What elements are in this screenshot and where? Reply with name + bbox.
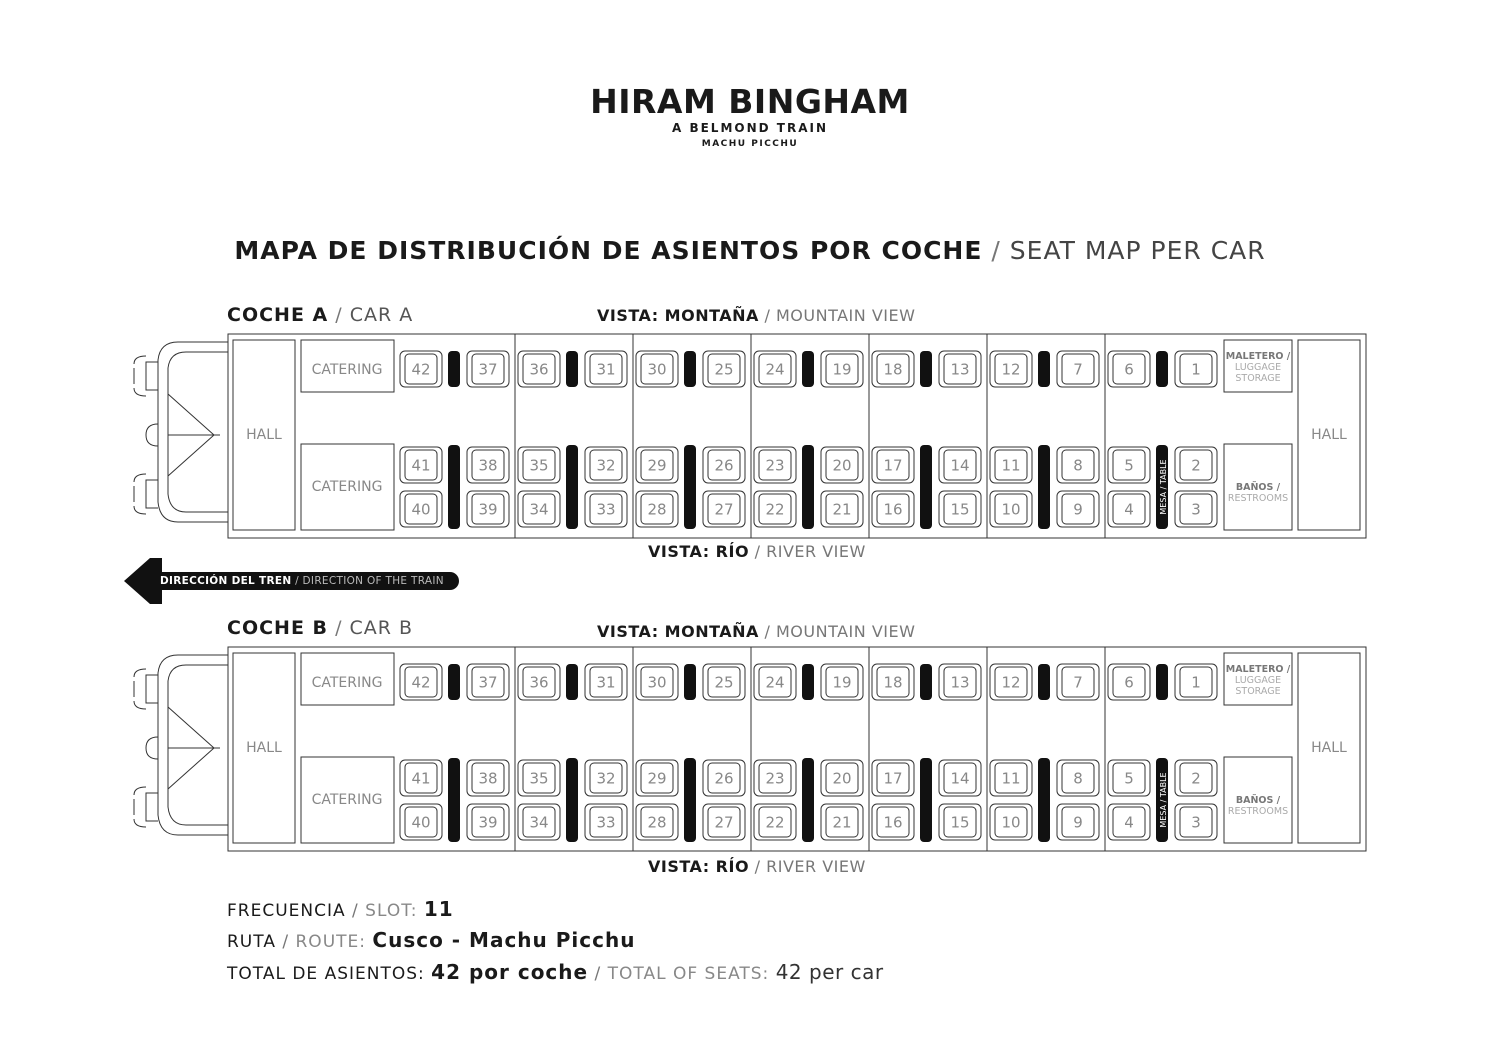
seat-number: 11 <box>1001 456 1021 475</box>
table-small <box>802 664 814 700</box>
luggage-label-en: LUGGAGE <box>1234 362 1282 373</box>
river-view-es: VISTA: RÍO <box>648 857 750 876</box>
seat-number: 23 <box>765 769 785 788</box>
seat-number: 29 <box>647 769 667 788</box>
seat-number: 29 <box>647 456 667 475</box>
seat-number: 18 <box>883 673 903 692</box>
table-small <box>684 664 696 700</box>
seat-number: 25 <box>714 673 734 692</box>
luggage-label-es: MALETERO / <box>1225 664 1291 675</box>
seat-number: 21 <box>832 500 852 519</box>
seat-16[interactable] <box>872 804 914 840</box>
seat-number: 11 <box>1001 769 1021 788</box>
mountain-view-es: VISTA: MONTAÑA <box>597 622 759 641</box>
seat-14[interactable] <box>939 760 981 796</box>
car-a-label-en: CAR A <box>349 304 414 326</box>
seat-7[interactable] <box>1057 664 1099 700</box>
brand-location: MACHU PICCHU <box>701 139 799 149</box>
seat-number: 31 <box>596 360 616 379</box>
seat-number: 22 <box>765 813 785 832</box>
table-large <box>684 758 696 842</box>
river-view-es: VISTA: RÍO <box>648 542 750 561</box>
seat-number: 9 <box>1073 500 1083 519</box>
seat-4[interactable] <box>1108 804 1150 840</box>
seat-number: 16 <box>883 813 903 832</box>
seat-35[interactable] <box>518 760 560 796</box>
seat-17[interactable] <box>872 760 914 796</box>
seat-number: 36 <box>529 673 549 692</box>
page-title-es: MAPA DE DISTRIBUCIÓN DE ASIENTOS POR COCHE <box>234 236 983 265</box>
seat-number: 1 <box>1191 360 1201 379</box>
seat-number: 40 <box>411 500 431 519</box>
seat-5[interactable] <box>1108 760 1150 796</box>
seat-number: 21 <box>832 813 852 832</box>
seat-number: 32 <box>596 769 616 788</box>
seat-number: 39 <box>478 813 498 832</box>
seat-number: 38 <box>478 769 498 788</box>
seat-number: 13 <box>950 673 970 692</box>
table-large <box>920 758 932 842</box>
seat-number: 1 <box>1191 673 1201 692</box>
seat-number: 37 <box>478 673 498 692</box>
slot-label-es: FRECUENCIA <box>227 901 346 921</box>
river-view-en: RIVER VIEW <box>766 542 866 561</box>
seat-number: 3 <box>1191 500 1201 519</box>
table-large <box>448 758 460 842</box>
mountain-view-en: MOUNTAIN VIEW <box>776 306 916 325</box>
seat-number: 26 <box>714 769 734 788</box>
seat-number: 18 <box>883 360 903 379</box>
coupler-brace <box>168 707 214 748</box>
total-value-en: 42 per car <box>775 960 884 984</box>
seat-29[interactable] <box>636 760 678 796</box>
buffer <box>146 675 158 703</box>
luggage-label-en: LUGGAGE <box>1234 675 1282 686</box>
seat-number: 20 <box>832 456 852 475</box>
table-large <box>802 758 814 842</box>
seat-9[interactable] <box>1057 804 1099 840</box>
seat-38[interactable] <box>467 760 509 796</box>
coupler-hook <box>146 737 158 759</box>
restrooms-label-en: RESTROOMS <box>1227 493 1289 504</box>
seat-20[interactable] <box>821 760 863 796</box>
seat-30[interactable] <box>636 664 678 700</box>
seat-number: 28 <box>647 500 667 519</box>
seat-1[interactable] <box>1175 664 1217 700</box>
seat-number: 5 <box>1124 769 1134 788</box>
mountain-view-en: MOUNTAIN VIEW <box>776 622 916 641</box>
seat-number: 40 <box>411 813 431 832</box>
seat-number: 2 <box>1191 456 1201 475</box>
seat-24[interactable] <box>754 664 796 700</box>
seat-number: 5 <box>1124 456 1134 475</box>
seat-number: 7 <box>1073 360 1083 379</box>
seat-number: 14 <box>950 456 970 475</box>
table-label: MESA / TABLE <box>1159 772 1168 828</box>
seat-number: 35 <box>529 769 549 788</box>
seat-8[interactable] <box>1057 760 1099 796</box>
total-info <box>227 960 884 984</box>
buffer-plate <box>134 669 146 709</box>
seat-11[interactable] <box>990 760 1032 796</box>
seat-number: 27 <box>714 500 734 519</box>
seat-number: 17 <box>883 769 903 788</box>
seat-13[interactable] <box>939 664 981 700</box>
route-label-es: RUTA <box>227 932 276 952</box>
seat-number: 24 <box>765 673 785 692</box>
river-view-en: RIVER VIEW <box>766 857 866 876</box>
seat-12[interactable] <box>990 664 1032 700</box>
table-small <box>920 664 932 700</box>
hall-label: HALL <box>1311 427 1347 443</box>
seat-number: 15 <box>950 813 970 832</box>
seat-number: 22 <box>765 500 785 519</box>
seat-34[interactable] <box>518 804 560 840</box>
seat-number: 20 <box>832 769 852 788</box>
separator: / <box>282 932 290 952</box>
seat-39[interactable] <box>467 804 509 840</box>
seat-number: 12 <box>1001 673 1021 692</box>
seat-number: 7 <box>1073 673 1083 692</box>
seat-number: 8 <box>1073 456 1083 475</box>
table-small <box>448 664 460 700</box>
seat-number: 12 <box>1001 360 1021 379</box>
seat-25[interactable] <box>703 664 745 700</box>
seat-33[interactable] <box>585 804 627 840</box>
coupler-inner <box>168 665 228 825</box>
brand-subtitle: A BELMOND TRAIN <box>672 121 828 135</box>
separator: / <box>352 901 359 921</box>
seat-number: 33 <box>596 500 616 519</box>
direction-en: DIRECTION OF THE TRAIN <box>302 575 444 587</box>
seat-23[interactable] <box>754 760 796 796</box>
seat-number: 35 <box>529 456 549 475</box>
seat-41[interactable] <box>400 760 442 796</box>
seat-36[interactable] <box>518 664 560 700</box>
car-a-label-es: COCHE A <box>227 304 329 326</box>
seat-number: 39 <box>478 500 498 519</box>
catering-label: CATERING <box>311 479 383 495</box>
coupler-brace <box>168 748 214 789</box>
seat-number: 30 <box>647 673 667 692</box>
separator: / <box>754 857 761 876</box>
title-separator: / <box>991 236 1001 265</box>
seat-number: 8 <box>1073 769 1083 788</box>
separator: / <box>764 622 771 641</box>
separator: / <box>594 964 602 984</box>
separator: / <box>764 306 771 325</box>
hall-label: HALL <box>246 740 282 756</box>
seat-15[interactable] <box>939 804 981 840</box>
seat-number: 34 <box>529 500 549 519</box>
hall-label: HALL <box>246 427 282 443</box>
restrooms-label-es: BAÑOS / <box>1235 795 1281 806</box>
seat-number: 3 <box>1191 813 1201 832</box>
catering-label: CATERING <box>311 362 383 378</box>
separator: / <box>754 542 761 561</box>
buffer <box>146 793 158 821</box>
buffer-plate <box>134 787 146 827</box>
seat-18[interactable] <box>872 664 914 700</box>
seat-number: 37 <box>478 360 498 379</box>
seat-27[interactable] <box>703 804 745 840</box>
table-large <box>566 758 578 842</box>
table-label: MESA / TABLE <box>1159 459 1168 515</box>
seat-number: 13 <box>950 360 970 379</box>
seat-number: 14 <box>950 769 970 788</box>
total-label-es: TOTAL DE ASIENTOS: <box>227 964 425 984</box>
seat-number: 24 <box>765 360 785 379</box>
seat-number: 17 <box>883 456 903 475</box>
seat-19[interactable] <box>821 664 863 700</box>
seat-number: 27 <box>714 813 734 832</box>
page-title-en: SEAT MAP PER CAR <box>1009 236 1266 265</box>
catering-label: CATERING <box>311 675 383 691</box>
slot-info <box>227 897 454 921</box>
hall-label: HALL <box>1311 740 1347 756</box>
seat-number: 41 <box>411 769 431 788</box>
route-info <box>227 928 635 952</box>
seat-3[interactable] <box>1175 804 1217 840</box>
luggage-label-en: STORAGE <box>1235 373 1281 384</box>
seat-number: 38 <box>478 456 498 475</box>
seat-number: 28 <box>647 813 667 832</box>
seat-number: 16 <box>883 500 903 519</box>
total-value-es: 42 por coche <box>431 960 589 984</box>
direction-es: DIRECCIÓN DEL TREN <box>160 575 292 587</box>
seat-number: 10 <box>1001 813 1021 832</box>
car-b-label-en: CAR B <box>349 617 414 639</box>
separator: / <box>295 575 299 587</box>
seat-number: 34 <box>529 813 549 832</box>
route-label-en: ROUTE: <box>295 932 366 952</box>
seat-2[interactable] <box>1175 760 1217 796</box>
seat-32[interactable] <box>585 760 627 796</box>
catering-label: CATERING <box>311 792 383 808</box>
seat-number: 19 <box>832 673 852 692</box>
table-small <box>566 664 578 700</box>
seat-number: 2 <box>1191 769 1201 788</box>
slot-value: 11 <box>423 897 454 921</box>
seat-number: 42 <box>411 673 431 692</box>
seat-number: 23 <box>765 456 785 475</box>
seat-number: 41 <box>411 456 431 475</box>
seat-number: 10 <box>1001 500 1021 519</box>
table-large <box>1038 758 1050 842</box>
seat-6[interactable] <box>1108 664 1150 700</box>
seat-number: 31 <box>596 673 616 692</box>
seat-40[interactable] <box>400 804 442 840</box>
total-label-en: TOTAL OF SEATS: <box>607 964 770 984</box>
seat-31[interactable] <box>585 664 627 700</box>
separator: / <box>335 617 343 639</box>
seat-number: 33 <box>596 813 616 832</box>
seat-37[interactable] <box>467 664 509 700</box>
seat-number: 4 <box>1124 813 1134 832</box>
restrooms-label-es: BAÑOS / <box>1235 482 1281 493</box>
seat-number: 26 <box>714 456 734 475</box>
seat-26[interactable] <box>703 760 745 796</box>
separator: / <box>335 304 343 326</box>
seat-number: 32 <box>596 456 616 475</box>
seat-number: 6 <box>1124 673 1134 692</box>
seat-number: 36 <box>529 360 549 379</box>
seat-number: 15 <box>950 500 970 519</box>
seat-number: 9 <box>1073 813 1083 832</box>
slot-label-en: SLOT: <box>365 901 418 921</box>
car-b-label-es: COCHE B <box>227 617 329 639</box>
seat-21[interactable] <box>821 804 863 840</box>
table-small <box>1038 664 1050 700</box>
seat-42[interactable] <box>400 664 442 700</box>
seat-number: 30 <box>647 360 667 379</box>
brand-title: HIRAM BINGHAM <box>590 82 910 121</box>
seat-10[interactable] <box>990 804 1032 840</box>
seat-number: 25 <box>714 360 734 379</box>
route-value: Cusco - Machu Picchu <box>372 928 636 952</box>
table-small <box>1156 664 1168 700</box>
seat-22[interactable] <box>754 804 796 840</box>
seat-number: 4 <box>1124 500 1134 519</box>
restrooms-label-en: RESTROOMS <box>1227 806 1289 817</box>
seat-number: 6 <box>1124 360 1134 379</box>
mountain-view-es: VISTA: MONTAÑA <box>597 306 759 325</box>
luggage-label-es: MALETERO / <box>1225 351 1291 362</box>
seat-28[interactable] <box>636 804 678 840</box>
seat-number: 19 <box>832 360 852 379</box>
seat-number: 42 <box>411 360 431 379</box>
luggage-label-en: STORAGE <box>1235 686 1281 697</box>
